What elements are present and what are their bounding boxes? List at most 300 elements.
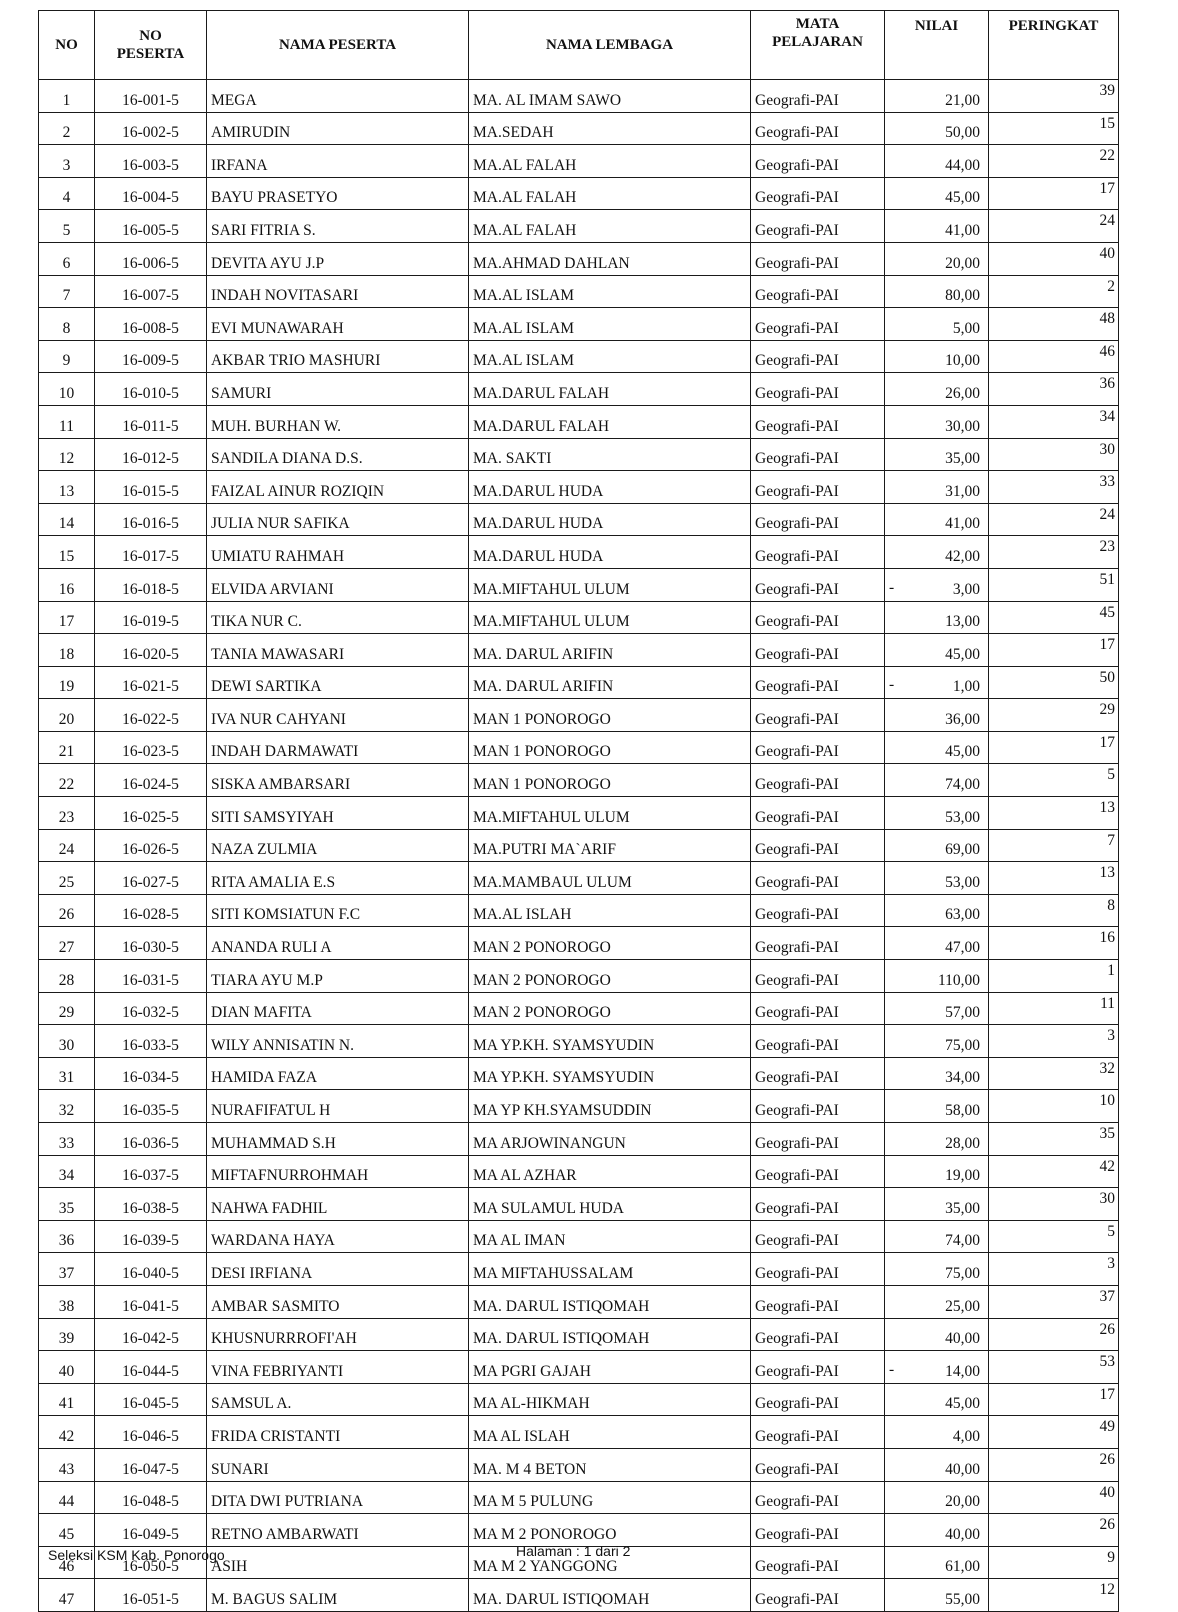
row-no: 13	[39, 471, 95, 504]
row-no-peserta: 16-044-5	[95, 1351, 207, 1384]
row-no: 38	[39, 1285, 95, 1318]
row-mata-pelajaran: Geografi-PAI	[751, 177, 885, 210]
row-nilai	[885, 405, 989, 438]
header-no-peserta: NO PESERTA	[95, 11, 207, 80]
row-nilai	[885, 1057, 989, 1090]
row-nama-peserta: SARI FITRIA S.	[207, 210, 469, 243]
row-nilai	[885, 177, 989, 210]
row-nilai	[885, 503, 989, 536]
row-nilai-value: 47,00	[945, 939, 980, 957]
table-row	[39, 536, 1119, 569]
row-nama-lembaga: MA.DARUL HUDA	[469, 536, 751, 569]
row-nilai	[885, 1481, 989, 1514]
row-peringkat: 39	[989, 80, 1119, 113]
row-nama-peserta: ANANDA RULI A	[207, 927, 469, 960]
row-peringkat: 24	[989, 210, 1119, 243]
row-nama-peserta: IVA NUR CAHYANI	[207, 699, 469, 732]
row-nama-lembaga: MA.MIFTAHUL ULUM	[469, 568, 751, 601]
row-peringkat: 33	[989, 471, 1119, 504]
row-peringkat: 3	[989, 1025, 1119, 1058]
row-peringkat: 45	[989, 601, 1119, 634]
table-row	[39, 177, 1119, 210]
row-nama-peserta: DEWI SARTIKA	[207, 666, 469, 699]
row-nilai	[885, 862, 989, 895]
row-no: 28	[39, 960, 95, 993]
row-mata-pelajaran: Geografi-PAI	[751, 1416, 885, 1449]
row-nama-peserta: NURAFIFATUL H	[207, 1090, 469, 1123]
row-peringkat: 26	[989, 1318, 1119, 1351]
row-nilai-value: 40,00	[945, 1460, 980, 1478]
row-mata-pelajaran: Geografi-PAI	[751, 699, 885, 732]
row-no: 17	[39, 601, 95, 634]
row-nilai-value: 35,00	[945, 1199, 980, 1217]
row-nilai-value: 35,00	[945, 450, 980, 468]
row-peringkat: 37	[989, 1285, 1119, 1318]
row-peringkat: 3	[989, 1253, 1119, 1286]
row-mata-pelajaran: Geografi-PAI	[751, 1318, 885, 1351]
row-mata-pelajaran: Geografi-PAI	[751, 1090, 885, 1123]
row-peringkat: 26	[989, 1448, 1119, 1481]
row-nama-lembaga: MA.AL ISLAM	[469, 340, 751, 373]
row-no-peserta: 16-032-5	[95, 992, 207, 1025]
row-mata-pelajaran: Geografi-PAI	[751, 992, 885, 1025]
row-nama-lembaga: MA PGRI GAJAH	[469, 1351, 751, 1384]
row-peringkat: 30	[989, 1188, 1119, 1221]
row-no: 30	[39, 1025, 95, 1058]
row-nama-lembaga: MA ARJOWINANGUN	[469, 1123, 751, 1156]
row-no-peserta: 16-011-5	[95, 405, 207, 438]
row-nilai	[885, 1188, 989, 1221]
row-no-peserta: 16-023-5	[95, 731, 207, 764]
table-body	[39, 80, 1119, 1612]
row-nilai-value: 5,00	[952, 319, 980, 337]
row-peringkat: 42	[989, 1155, 1119, 1188]
row-nilai-value: 53,00	[945, 808, 980, 826]
row-no-peserta: 16-022-5	[95, 699, 207, 732]
row-mata-pelajaran: Geografi-PAI	[751, 1057, 885, 1090]
row-mata-pelajaran: Geografi-PAI	[751, 1383, 885, 1416]
row-nama-peserta: INDAH DARMAWATI	[207, 731, 469, 764]
row-nilai-value: 26,00	[945, 384, 980, 402]
row-nilai-dash: -	[889, 578, 895, 596]
row-nilai-value: 42,00	[945, 547, 980, 565]
row-mata-pelajaran: Geografi-PAI	[751, 568, 885, 601]
row-nama-lembaga: MA.MIFTAHUL ULUM	[469, 601, 751, 634]
row-nama-lembaga: MA. DARUL ISTIQOMAH	[469, 1579, 751, 1612]
row-no: 39	[39, 1318, 95, 1351]
row-nama-peserta: UMIATU RAHMAH	[207, 536, 469, 569]
row-nama-lembaga: MA.MAMBAUL ULUM	[469, 862, 751, 895]
row-nama-peserta: SAMURI	[207, 373, 469, 406]
row-peringkat: 22	[989, 145, 1119, 178]
table-row	[39, 1253, 1119, 1286]
table-row	[39, 862, 1119, 895]
table-row	[39, 960, 1119, 993]
row-mata-pelajaran: Geografi-PAI	[751, 829, 885, 862]
row-mata-pelajaran: Geografi-PAI	[751, 1220, 885, 1253]
row-nama-peserta: SITI SAMSYIYAH	[207, 797, 469, 830]
table-row	[39, 1351, 1119, 1384]
row-nama-peserta: DIAN MAFITA	[207, 992, 469, 1025]
row-nilai	[885, 699, 989, 732]
row-no-peserta: 16-004-5	[95, 177, 207, 210]
table-row	[39, 112, 1119, 145]
table-row	[39, 438, 1119, 471]
row-nama-lembaga: MA. DARUL ARIFIN	[469, 634, 751, 667]
row-nilai	[885, 1090, 989, 1123]
row-mata-pelajaran: Geografi-PAI	[751, 210, 885, 243]
table-row	[39, 927, 1119, 960]
row-nilai-value: 25,00	[945, 1297, 980, 1315]
row-nilai-value: 36,00	[945, 710, 980, 728]
row-peringkat: 40	[989, 1481, 1119, 1514]
row-nilai	[885, 992, 989, 1025]
row-mata-pelajaran: Geografi-PAI	[751, 1579, 885, 1612]
row-no-peserta: 16-015-5	[95, 471, 207, 504]
row-no-peserta: 16-001-5	[95, 80, 207, 113]
row-peringkat: 8	[989, 894, 1119, 927]
row-peringkat: 2	[989, 275, 1119, 308]
row-nilai-value: 40,00	[945, 1525, 980, 1543]
row-mata-pelajaran: Geografi-PAI	[751, 1155, 885, 1188]
row-nilai-value: 10,00	[945, 352, 980, 370]
header-nilai: NILAI	[885, 11, 989, 80]
table-row	[39, 308, 1119, 341]
row-peringkat: 46	[989, 340, 1119, 373]
row-nilai-value: 4,00	[952, 1427, 980, 1445]
row-peringkat: 9	[989, 1546, 1119, 1579]
row-nilai	[885, 438, 989, 471]
row-no-peserta: 16-021-5	[95, 666, 207, 699]
results-sheet	[38, 10, 1118, 1612]
row-nama-peserta: SISKA AMBARSARI	[207, 764, 469, 797]
table-row	[39, 1090, 1119, 1123]
row-nilai	[885, 1351, 989, 1384]
row-mata-pelajaran: Geografi-PAI	[751, 1285, 885, 1318]
table-row	[39, 1188, 1119, 1221]
row-mata-pelajaran: Geografi-PAI	[751, 960, 885, 993]
row-no: 2	[39, 112, 95, 145]
row-no-peserta: 16-045-5	[95, 1383, 207, 1416]
table-row	[39, 1318, 1119, 1351]
header-mata-pelajaran: MATA PELAJARAN	[751, 11, 885, 80]
row-peringkat: 17	[989, 1383, 1119, 1416]
row-nilai	[885, 1579, 989, 1612]
row-no: 31	[39, 1057, 95, 1090]
row-mata-pelajaran: Geografi-PAI	[751, 1188, 885, 1221]
row-peringkat: 26	[989, 1514, 1119, 1547]
table-row	[39, 829, 1119, 862]
row-nilai	[885, 1514, 989, 1547]
row-nilai	[885, 1448, 989, 1481]
row-nama-lembaga: MA AL-HIKMAH	[469, 1383, 751, 1416]
row-peringkat: 5	[989, 1220, 1119, 1253]
row-no-peserta: 16-036-5	[95, 1123, 207, 1156]
table-row	[39, 471, 1119, 504]
row-no: 1	[39, 80, 95, 113]
row-mata-pelajaran: Geografi-PAI	[751, 340, 885, 373]
row-mata-pelajaran: Geografi-PAI	[751, 373, 885, 406]
table-row	[39, 1514, 1119, 1547]
row-nama-lembaga: MAN 2 PONOROGO	[469, 960, 751, 993]
row-no: 9	[39, 340, 95, 373]
row-peringkat: 5	[989, 764, 1119, 797]
table-row	[39, 80, 1119, 113]
row-mata-pelajaran: Geografi-PAI	[751, 112, 885, 145]
row-nilai	[885, 373, 989, 406]
row-peringkat: 12	[989, 1579, 1119, 1612]
row-nilai	[885, 927, 989, 960]
row-no-peserta: 16-009-5	[95, 340, 207, 373]
row-mata-pelajaran: Geografi-PAI	[751, 80, 885, 113]
row-nilai	[885, 1123, 989, 1156]
row-nilai-value: 45,00	[945, 645, 980, 663]
row-mata-pelajaran: Geografi-PAI	[751, 731, 885, 764]
table-row	[39, 340, 1119, 373]
row-nama-lembaga: MA. DARUL ISTIQOMAH	[469, 1285, 751, 1318]
row-nilai	[885, 601, 989, 634]
row-nama-peserta: KHUSNURRROFI'AH	[207, 1318, 469, 1351]
row-mata-pelajaran: Geografi-PAI	[751, 666, 885, 699]
row-nilai-value: 45,00	[945, 189, 980, 207]
row-nilai-value: 21,00	[945, 91, 980, 109]
row-peringkat: 53	[989, 1351, 1119, 1384]
results-table	[38, 10, 1119, 1612]
row-peringkat: 7	[989, 829, 1119, 862]
row-nilai	[885, 764, 989, 797]
row-no: 43	[39, 1448, 95, 1481]
table-row	[39, 797, 1119, 830]
row-mata-pelajaran: Geografi-PAI	[751, 797, 885, 830]
table-row	[39, 1057, 1119, 1090]
row-nilai-dash: -	[889, 1360, 895, 1378]
table-row	[39, 1285, 1119, 1318]
header-nama-lembaga: NAMA LEMBAGA	[469, 11, 751, 80]
row-no: 4	[39, 177, 95, 210]
row-nilai-value: 40,00	[945, 1330, 980, 1348]
row-no-peserta: 16-017-5	[95, 536, 207, 569]
row-nilai	[885, 112, 989, 145]
row-peringkat: 17	[989, 634, 1119, 667]
row-mata-pelajaran: Geografi-PAI	[751, 405, 885, 438]
row-nilai	[885, 797, 989, 830]
row-nama-peserta: FAIZAL AINUR ROZIQIN	[207, 471, 469, 504]
row-peringkat: 13	[989, 797, 1119, 830]
row-nama-peserta: TANIA MAWASARI	[207, 634, 469, 667]
row-nama-lembaga: MA.DARUL HUDA	[469, 503, 751, 536]
row-nama-peserta: DESI IRFIANA	[207, 1253, 469, 1286]
table-row	[39, 699, 1119, 732]
row-nilai	[885, 829, 989, 862]
row-mata-pelajaran: Geografi-PAI	[751, 438, 885, 471]
row-nama-peserta: MIFTAFNURROHMAH	[207, 1155, 469, 1188]
row-no: 27	[39, 927, 95, 960]
row-no: 19	[39, 666, 95, 699]
row-nilai	[885, 471, 989, 504]
row-no-peserta: 16-040-5	[95, 1253, 207, 1286]
row-nilai	[885, 275, 989, 308]
row-no-peserta: 16-041-5	[95, 1285, 207, 1318]
row-nama-peserta: JULIA NUR SAFIKA	[207, 503, 469, 536]
table-row	[39, 764, 1119, 797]
row-mata-pelajaran: Geografi-PAI	[751, 1123, 885, 1156]
row-no-peserta: 16-030-5	[95, 927, 207, 960]
row-no: 40	[39, 1351, 95, 1384]
row-nama-lembaga: MA.AL FALAH	[469, 177, 751, 210]
row-no-peserta: 16-039-5	[95, 1220, 207, 1253]
row-nilai	[885, 1383, 989, 1416]
row-nilai	[885, 1318, 989, 1351]
row-peringkat: 30	[989, 438, 1119, 471]
row-nama-lembaga: MA.MIFTAHUL ULUM	[469, 797, 751, 830]
row-nama-lembaga: MA AL IMAN	[469, 1220, 751, 1253]
row-no-peserta: 16-028-5	[95, 894, 207, 927]
row-no: 44	[39, 1481, 95, 1514]
row-nama-lembaga: MAN 1 PONOROGO	[469, 699, 751, 732]
row-nilai-value: 3,00	[952, 580, 980, 598]
row-nama-lembaga: MA AL ISLAH	[469, 1416, 751, 1449]
row-nilai-value: 61,00	[945, 1558, 980, 1576]
row-no: 32	[39, 1090, 95, 1123]
row-nilai-value: 110,00	[937, 971, 980, 989]
row-nama-peserta: BAYU PRASETYO	[207, 177, 469, 210]
row-nilai	[885, 1025, 989, 1058]
row-no: 22	[39, 764, 95, 797]
row-nilai	[885, 210, 989, 243]
row-no-peserta: 16-007-5	[95, 275, 207, 308]
row-mata-pelajaran: Geografi-PAI	[751, 862, 885, 895]
row-nilai-value: 34,00	[945, 1069, 980, 1087]
row-nama-lembaga: MA M 5 PULUNG	[469, 1481, 751, 1514]
row-nilai	[885, 340, 989, 373]
row-peringkat: 10	[989, 1090, 1119, 1123]
table-row	[39, 568, 1119, 601]
row-nilai	[885, 634, 989, 667]
row-no: 26	[39, 894, 95, 927]
row-nilai-value: 31,00	[945, 482, 980, 500]
row-nama-lembaga: MA YP KH.SYAMSUDDIN	[469, 1090, 751, 1123]
table-row	[39, 1448, 1119, 1481]
row-nama-peserta: EVI MUNAWARAH	[207, 308, 469, 341]
table-row	[39, 634, 1119, 667]
row-peringkat: 36	[989, 373, 1119, 406]
row-nilai	[885, 308, 989, 341]
header-no: NO	[39, 11, 95, 80]
row-mata-pelajaran: Geografi-PAI	[751, 536, 885, 569]
row-no: 25	[39, 862, 95, 895]
row-no-peserta: 16-048-5	[95, 1481, 207, 1514]
row-no: 21	[39, 731, 95, 764]
row-mata-pelajaran: Geografi-PAI	[751, 275, 885, 308]
row-no-peserta: 16-034-5	[95, 1057, 207, 1090]
row-nilai-value: 19,00	[945, 1167, 980, 1185]
row-nama-lembaga: MA.PUTRI MA`ARIF	[469, 829, 751, 862]
row-nama-peserta: TIKA NUR C.	[207, 601, 469, 634]
row-no-peserta: 16-002-5	[95, 112, 207, 145]
row-no: 33	[39, 1123, 95, 1156]
row-no: 24	[39, 829, 95, 862]
row-nama-lembaga: MA AL AZHAR	[469, 1155, 751, 1188]
row-nama-peserta: SUNARI	[207, 1448, 469, 1481]
row-mata-pelajaran: Geografi-PAI	[751, 503, 885, 536]
row-nama-peserta: ELVIDA ARVIANI	[207, 568, 469, 601]
row-nilai	[885, 1285, 989, 1318]
row-nilai-value: 74,00	[945, 776, 980, 794]
row-nama-peserta: AMIRUDIN	[207, 112, 469, 145]
row-no: 16	[39, 568, 95, 601]
row-no: 47	[39, 1579, 95, 1612]
row-nilai-value: 63,00	[945, 906, 980, 924]
row-no-peserta: 16-037-5	[95, 1155, 207, 1188]
row-nilai	[885, 731, 989, 764]
row-nama-lembaga: MAN 1 PONOROGO	[469, 764, 751, 797]
row-nilai-value: 30,00	[945, 417, 980, 435]
row-no: 45	[39, 1514, 95, 1547]
row-nama-peserta: SAMSUL A.	[207, 1383, 469, 1416]
row-nilai-value: 45,00	[945, 743, 980, 761]
row-nilai	[885, 1155, 989, 1188]
row-nilai-value: 41,00	[945, 515, 980, 533]
row-nama-peserta: AKBAR TRIO MASHURI	[207, 340, 469, 373]
row-no: 15	[39, 536, 95, 569]
row-nama-peserta: WILY ANNISATIN N.	[207, 1025, 469, 1058]
row-nilai	[885, 145, 989, 178]
row-no: 14	[39, 503, 95, 536]
row-mata-pelajaran: Geografi-PAI	[751, 1546, 885, 1579]
header-peringkat: PERINGKAT	[989, 11, 1119, 80]
table-row	[39, 666, 1119, 699]
row-nama-lembaga: MA YP.KH. SYAMSYUDIN	[469, 1025, 751, 1058]
row-no: 11	[39, 405, 95, 438]
row-nilai	[885, 1416, 989, 1449]
row-nilai-value: 20,00	[945, 1493, 980, 1511]
row-mata-pelajaran: Geografi-PAI	[751, 1514, 885, 1547]
row-no-peserta: 16-018-5	[95, 568, 207, 601]
row-nama-lembaga: MA. DARUL ISTIQOMAH	[469, 1318, 751, 1351]
row-mata-pelajaran: Geografi-PAI	[751, 634, 885, 667]
table-row	[39, 1579, 1119, 1612]
row-peringkat: 13	[989, 862, 1119, 895]
row-nama-peserta: NAZA ZULMIA	[207, 829, 469, 862]
row-nama-lembaga: MA.SEDAH	[469, 112, 751, 145]
row-no: 23	[39, 797, 95, 830]
row-nama-lembaga: MA. SAKTI	[469, 438, 751, 471]
table-row	[39, 1383, 1119, 1416]
row-nilai	[885, 536, 989, 569]
row-no: 46	[39, 1546, 95, 1579]
row-no-peserta: 16-047-5	[95, 1448, 207, 1481]
row-nama-lembaga: MA.AL ISLAM	[469, 308, 751, 341]
table-row	[39, 601, 1119, 634]
row-nilai-value: 50,00	[945, 124, 980, 142]
row-nama-peserta: TIARA AYU M.P	[207, 960, 469, 993]
row-no-peserta: 16-005-5	[95, 210, 207, 243]
row-no-peserta: 16-012-5	[95, 438, 207, 471]
row-mata-pelajaran: Geografi-PAI	[751, 242, 885, 275]
row-nilai-value: 20,00	[945, 254, 980, 272]
table-row	[39, 1025, 1119, 1058]
row-nilai-value: 75,00	[945, 1036, 980, 1054]
row-no: 10	[39, 373, 95, 406]
table-row	[39, 210, 1119, 243]
table-row	[39, 275, 1119, 308]
row-no-peserta: 16-010-5	[95, 373, 207, 406]
footer-exam-label: Seleksi KSM Kab. Ponorogo	[48, 1547, 225, 1563]
row-peringkat: 23	[989, 536, 1119, 569]
row-no: 7	[39, 275, 95, 308]
row-peringkat: 24	[989, 503, 1119, 536]
row-mata-pelajaran: Geografi-PAI	[751, 145, 885, 178]
